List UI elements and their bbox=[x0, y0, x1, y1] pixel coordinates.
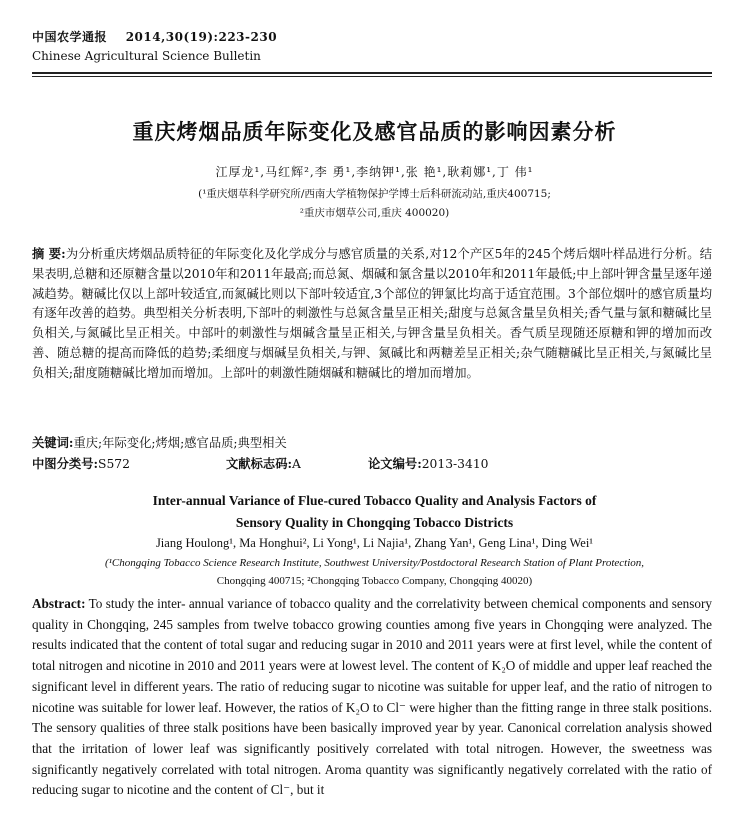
abstract-en bbox=[32, 594, 712, 801]
paper-id bbox=[368, 454, 488, 472]
journal-name-en: Chinese Agricultural Science Bulletin bbox=[32, 49, 261, 63]
abstract-cn bbox=[32, 244, 712, 384]
clc-value: S572 bbox=[98, 457, 130, 471]
authors-en: Jiang Houlong¹, Ma Honghui², Li Yong¹, Li Najia¹, Zhang Yan¹, Geng Lina¹, Ding Wei¹ bbox=[155, 536, 594, 550]
authors-cn: 江厚龙¹,马红辉²,李 勇¹,李纳钾¹,张 艳¹,耿莉娜¹,丁 伟¹ bbox=[215, 165, 534, 179]
abstract-en-label: Abstract: bbox=[32, 596, 86, 611]
header-rule-thin bbox=[32, 76, 712, 77]
clc-label: 中图分类号: bbox=[32, 456, 99, 471]
keywords-cn-text: 重庆;年际变化;烤烟;感官品质;典型相关 bbox=[73, 436, 287, 450]
abstract-cn-text: 为分析重庆烤烟品质特征的年际变化及化学成分与感官质量的关系,对12个产区5年的245个烤后烟叶样品进行分析。结果表明,总糖和还原糖含量以2010年和2011年最高;而总氮、烟碱和氯含量以2010年和2011年最低;中上部叶钾含量呈逐年递减趋势。糖碱比仅以上部叶较适宜,而氮碱比则以下部叶较适宜,3个部位的钾氯比均高于适宜范围。3个部位烟叶的感官质量均有逐年改善的趋势。典型相关分析表明,下部叶的刺激性与总氮含量呈正相关;甜度与总氮含量呈负相关;香气量与氯和糖碱比呈负相关,与氮碱比呈正相关。中部叶的刺激性与烟碱含量呈正相关,与钾含量呈负相关。香气质呈现随还原糖和钾的增加而改善、随总糖的提高而降低的趋势;柔细度与烟碱呈负相关,与钾、氮碱比和两糖差呈正相关;杂气随糖碱比呈正相关,与氮碱比呈负相关;甜度随糖碱比增加而增加。上部叶的刺激性随烟碱和糖碱比的增加而增加。 bbox=[32, 247, 712, 380]
header-rule-thick bbox=[32, 72, 712, 74]
citation: 2014,30(19):223-230 bbox=[125, 30, 278, 44]
clc-number bbox=[32, 454, 130, 472]
abstract-cn-label: 摘 要: bbox=[32, 246, 66, 261]
abstract-en-text: To study the inter- annual variance of tobacco quality and the correlativity between chemical components and sensory quality in Chongqing, 245 samples from twelve tobacco growing counties among five years in Chongqing were analyzed. The results indicated that the content of total sugar and reducing sugar in 2010 and 2011 years were at first level, while the content of total nitrogen and nicotine in 2010 and 2011 years were at lowest level. The content of K₂O of middle and upper leaf reached the significant level in different years. The ratio of reducing sugar to nicotine was suitable for upper leaf, and the ratio of nitrogen to nicotine was suitable for lower leaf. However, the ratios of K₂O to Cl⁻ were higher than the fitting range in three stalk positions. The sensory qualities of three stalk positions have been basically improved year by year. Canonical correlation analysis showed that the irritation of lower leaf was significantly positively correlated with total nitrogen. However, the sweetness was significantly negatively correlated with total nitrogen. Aroma quantity was significantly negatively correlated with the ratio of reducing sugar to nicotine and the content of Cl⁻, but it bbox=[32, 596, 712, 798]
affiliation-en-1: (¹Chongqing Tobacco Science Research Institute, Southwest University/Postdoctoral Research Station of Plant Protection, bbox=[104, 557, 645, 569]
doc-code-value: A bbox=[292, 457, 301, 471]
journal-name-cn: 中国农学通报 bbox=[32, 30, 108, 44]
doc-code-label: 文献标志码: bbox=[226, 456, 293, 471]
paper-title-en-line1: Inter-annual Variance of Flue-cured Tobacco Quality and Analysis Factors of bbox=[152, 493, 597, 508]
journal-header bbox=[32, 28, 291, 63]
affiliation-en-2: Chongqing 400715; ²Chongqing Tobacco Company, Chongqing 40020) bbox=[216, 575, 533, 587]
paper-title-en-line2: Sensory Quality in Chongqing Tobacco Districts bbox=[235, 515, 514, 530]
paper-id-label: 论文编号: bbox=[368, 456, 422, 471]
keywords-cn bbox=[32, 433, 287, 451]
doc-code bbox=[226, 454, 301, 472]
affiliation-cn-1: (¹重庆烟草科学研究所/西南大学植物保护学博士后科研流动站,重庆400715; bbox=[198, 188, 551, 200]
affiliation-cn-2: ²重庆市烟草公司,重庆 400020) bbox=[299, 207, 450, 219]
paper-title-cn: 重庆烤烟品质年际变化及感官品质的影响因素分析 bbox=[132, 119, 617, 144]
keywords-cn-label: 关键词: bbox=[32, 435, 74, 450]
paper-id-value: 2013-3410 bbox=[421, 457, 489, 471]
journal-line bbox=[32, 28, 291, 45]
